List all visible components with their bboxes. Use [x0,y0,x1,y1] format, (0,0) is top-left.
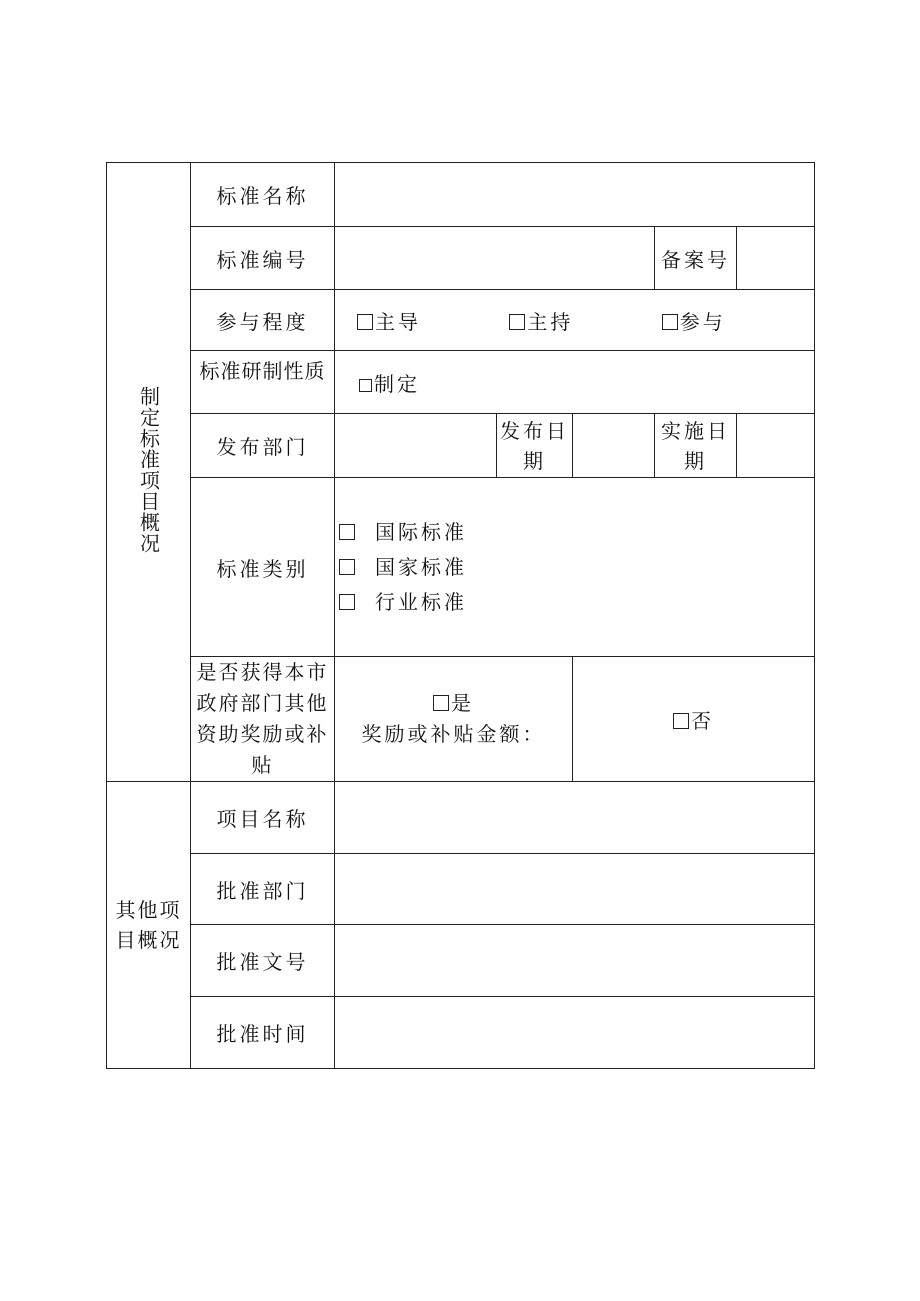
approval-dept-field[interactable] [335,854,815,925]
checkbox-icon[interactable] [339,524,355,540]
approval-dept-label: 批准部门 [191,854,335,925]
impl-date-label: 实施日期 [655,414,737,478]
funding-no-cell [573,657,815,782]
participation-option-host[interactable]: 主持 [509,306,652,335]
participation-options [335,290,815,351]
category-options [335,478,815,657]
category-label: 标准类别 [191,478,335,657]
checkbox-icon[interactable] [359,379,372,392]
nature-label: 标准研制性质 [191,351,335,414]
checkbox-icon[interactable] [509,314,525,330]
approval-doc-field[interactable] [335,925,815,997]
section-standards-title: 制定标准项目概况 [107,163,191,782]
category-option-industry[interactable]: 行业标准 [339,585,814,620]
publish-dept-field[interactable] [335,414,497,478]
category-option-national[interactable]: 国家标准 [339,550,814,585]
impl-date-field[interactable] [737,414,815,478]
checkbox-icon[interactable] [357,314,373,330]
checkbox-icon[interactable] [339,559,355,575]
project-form-table [106,162,815,1069]
funding-yes-cell [335,657,573,782]
record-number-label: 备案号 [655,227,737,290]
record-number-field[interactable] [737,227,815,290]
approval-doc-label: 批准文号 [191,925,335,997]
participation-option-participate[interactable]: 参与 [662,306,726,335]
checkbox-icon[interactable] [662,314,678,330]
approval-time-label: 批准时间 [191,997,335,1069]
standard-number-field[interactable] [335,227,655,290]
nature-option-formulate[interactable]: 制定 [359,368,420,397]
funding-label: 是否获得本市政府部门其他资助奖励或补贴 [191,657,335,782]
section-other-title: 其他项目概况 [107,782,191,1069]
participation-option-lead[interactable]: 主导 [357,306,500,335]
project-name-field[interactable] [335,782,815,854]
project-name-label: 项目名称 [191,782,335,854]
funding-option-yes[interactable]: 是 [335,688,572,719]
funding-amount-label: 奖励或补贴金额： [361,722,546,746]
publish-dept-label: 发布部门 [191,414,335,478]
checkbox-icon[interactable] [433,695,449,711]
publish-date-label: 发布日期 [497,414,573,478]
participation-label: 参与程度 [191,290,335,351]
standard-number-label: 标准编号 [191,227,335,290]
standard-name-label: 标准名称 [191,163,335,227]
funding-option-no[interactable]: 否 [673,709,714,733]
category-option-international[interactable]: 国际标准 [339,515,814,550]
standard-name-field[interactable] [335,163,815,227]
checkbox-icon[interactable] [339,594,355,610]
publish-date-field[interactable] [573,414,655,478]
nature-options [335,351,815,414]
approval-time-field[interactable] [335,997,815,1069]
checkbox-icon[interactable] [673,713,689,729]
